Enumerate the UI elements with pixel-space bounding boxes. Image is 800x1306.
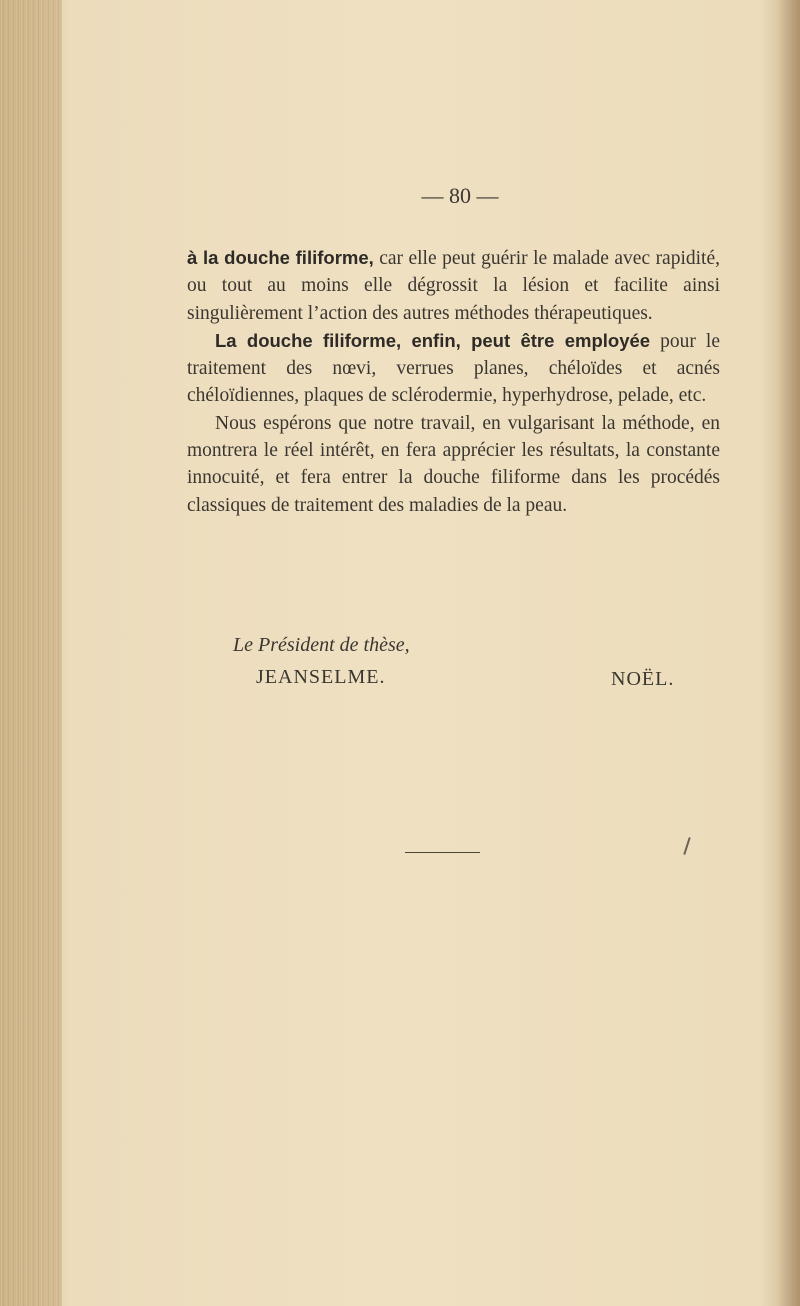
bold-phrase: La douche filiforme, enfin, peut être employée xyxy=(215,329,651,351)
paragraph-text: car elle peut guérir le malade avec rapidité, ou tout au moins elle dégrossit la lésion et facilite ainsi singulièrement l’action des autres méthodes thérapeutiques. xyxy=(187,248,720,324)
signature-president: JEANSELME. xyxy=(256,666,386,688)
signature-title: Le Président de thèse, xyxy=(233,634,410,656)
page-number: — 80 — xyxy=(421,183,499,208)
paragraph-1 xyxy=(187,244,720,327)
signature-author: NOËL. xyxy=(611,668,675,690)
paragraph-3 xyxy=(187,410,720,519)
divider-rule xyxy=(405,852,480,853)
bold-phrase: à la douche filiforme, xyxy=(187,247,374,268)
body-text xyxy=(187,244,720,519)
paragraph-text: Nous espérons que notre travail, en vulgarisant la méthode, en montrera le réel intérêt, en fera apprécier les résultats, la constante innocuité, et fera entrer la douche filiforme dans les procédés classiques de traitement des maladies de la peau. xyxy=(187,412,720,516)
paragraph-text: pour le traitement des nœvi, verrues planes, chéloïdes et acnés chéloïdiennes, plaques de sclérodermie, hyperhydrose, pelade, etc. xyxy=(187,330,720,407)
paragraph-2 xyxy=(187,327,720,410)
